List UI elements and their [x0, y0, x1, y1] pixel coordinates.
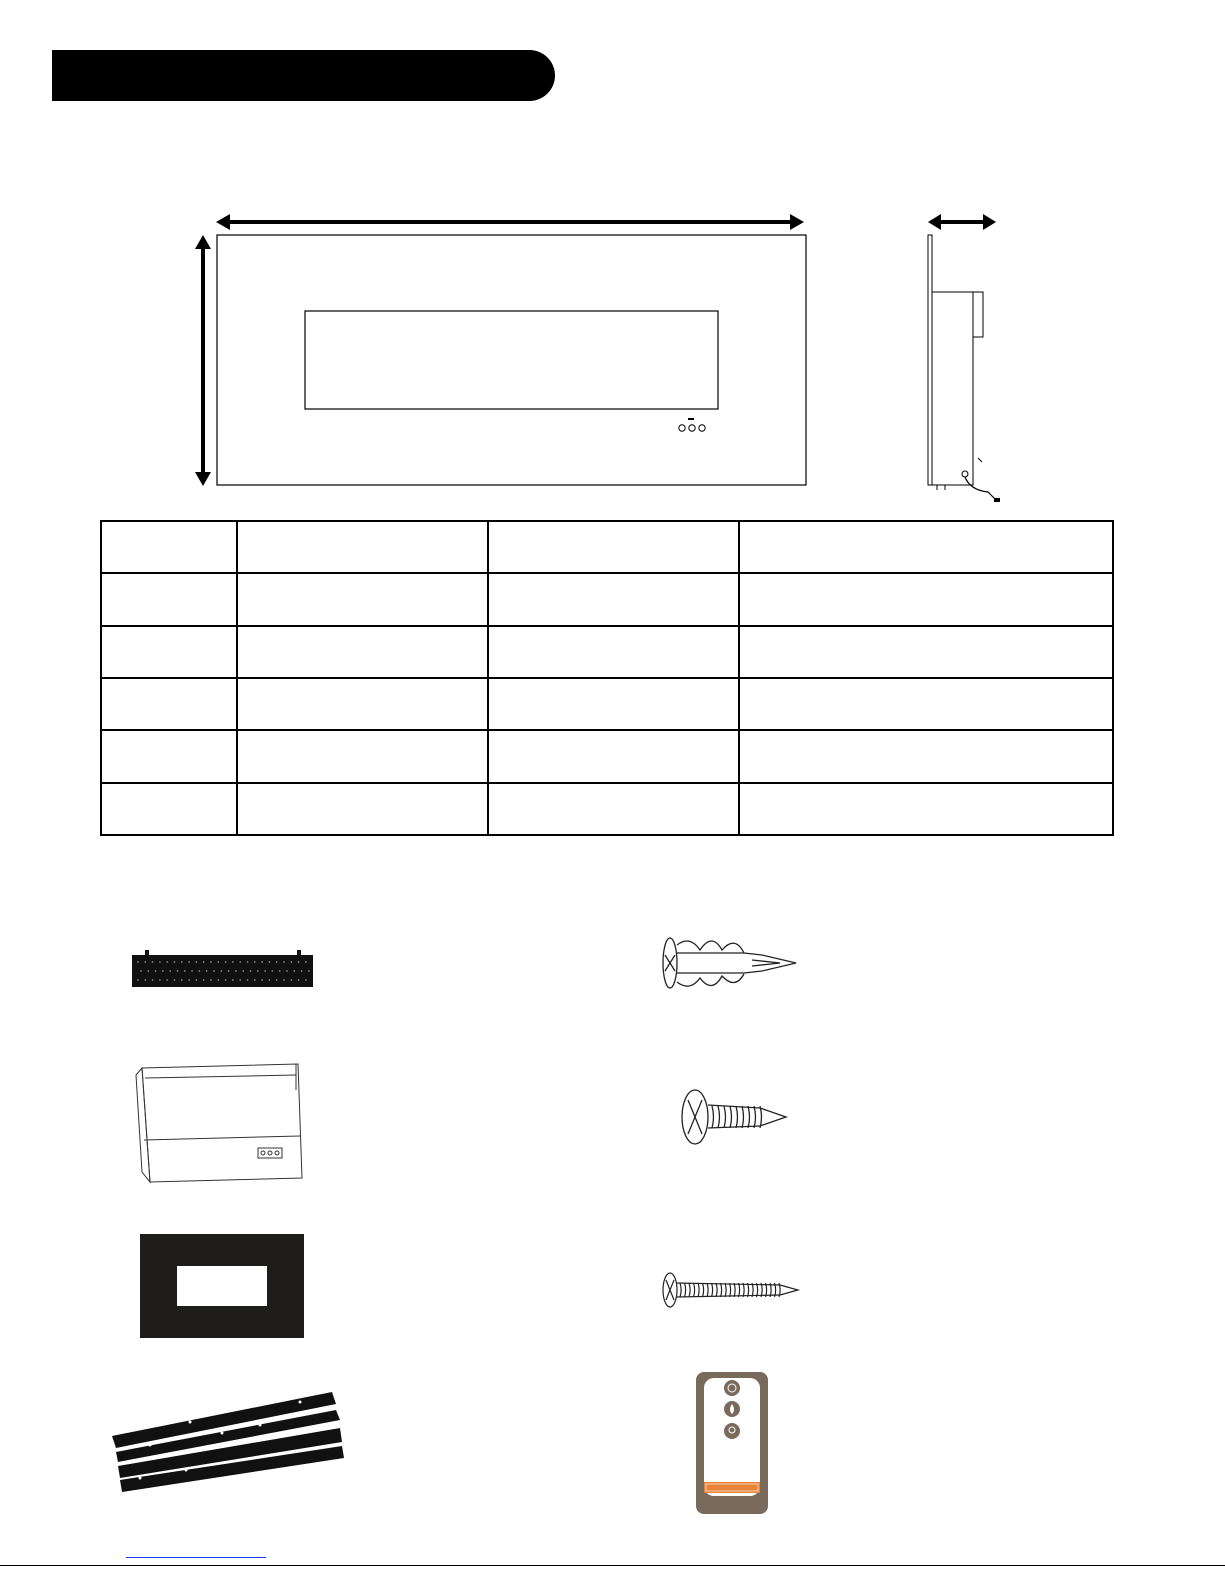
table-cell: [101, 573, 237, 625]
table-row: [101, 730, 1113, 782]
table-cell: [739, 626, 1113, 678]
front-view-diagram: [0, 0, 1225, 520]
trim-frame-icon: [140, 1234, 304, 1338]
table-cell: [488, 730, 739, 782]
table-row: [101, 783, 1113, 835]
long-screw-icon: [663, 1273, 798, 1307]
short-screw-icon: [682, 1090, 786, 1144]
table-cell: [101, 521, 237, 573]
control-buttons: [679, 418, 705, 431]
wall-bracket-icon: [132, 950, 313, 987]
fireplace-window: [305, 311, 718, 409]
table-cell: [488, 678, 739, 730]
table-row: [101, 626, 1113, 678]
table-cell: [488, 626, 739, 678]
footer-rule: [0, 1565, 1225, 1566]
table-row: [101, 521, 1113, 573]
height-dimension-arrow: [195, 235, 211, 486]
width-dimension-arrow: [216, 214, 804, 230]
depth-dimension-arrow: [928, 214, 996, 230]
table-cell: [739, 573, 1113, 625]
table-cell: [237, 626, 488, 678]
table-cell: [237, 730, 488, 782]
drywall-anchor-icon: [663, 938, 796, 988]
table-cell: [739, 783, 1113, 835]
parts-illustrations: [0, 860, 1225, 1560]
remote-control-icon: [696, 1372, 768, 1514]
table-cell: [237, 678, 488, 730]
table-cell: [101, 730, 237, 782]
table-row: [101, 678, 1113, 730]
table-cell: [101, 783, 237, 835]
table-cell: [237, 573, 488, 625]
table-cell: [488, 521, 739, 573]
table-cell: [488, 573, 739, 625]
fireplace-unit-icon: [136, 1064, 302, 1182]
table-row: [101, 573, 1113, 625]
table-cell: [739, 730, 1113, 782]
table-cell: [739, 521, 1113, 573]
table-cell: [739, 678, 1113, 730]
specifications-table: [100, 520, 1114, 836]
table-cell: [237, 521, 488, 573]
side-view-diagram: [928, 214, 1000, 502]
table-cell: [101, 678, 237, 730]
table-cell: [237, 783, 488, 835]
footer-link-underline: [126, 1557, 266, 1558]
mounting-rails-icon: [112, 1392, 344, 1492]
table-cell: [101, 626, 237, 678]
table-cell: [488, 783, 739, 835]
